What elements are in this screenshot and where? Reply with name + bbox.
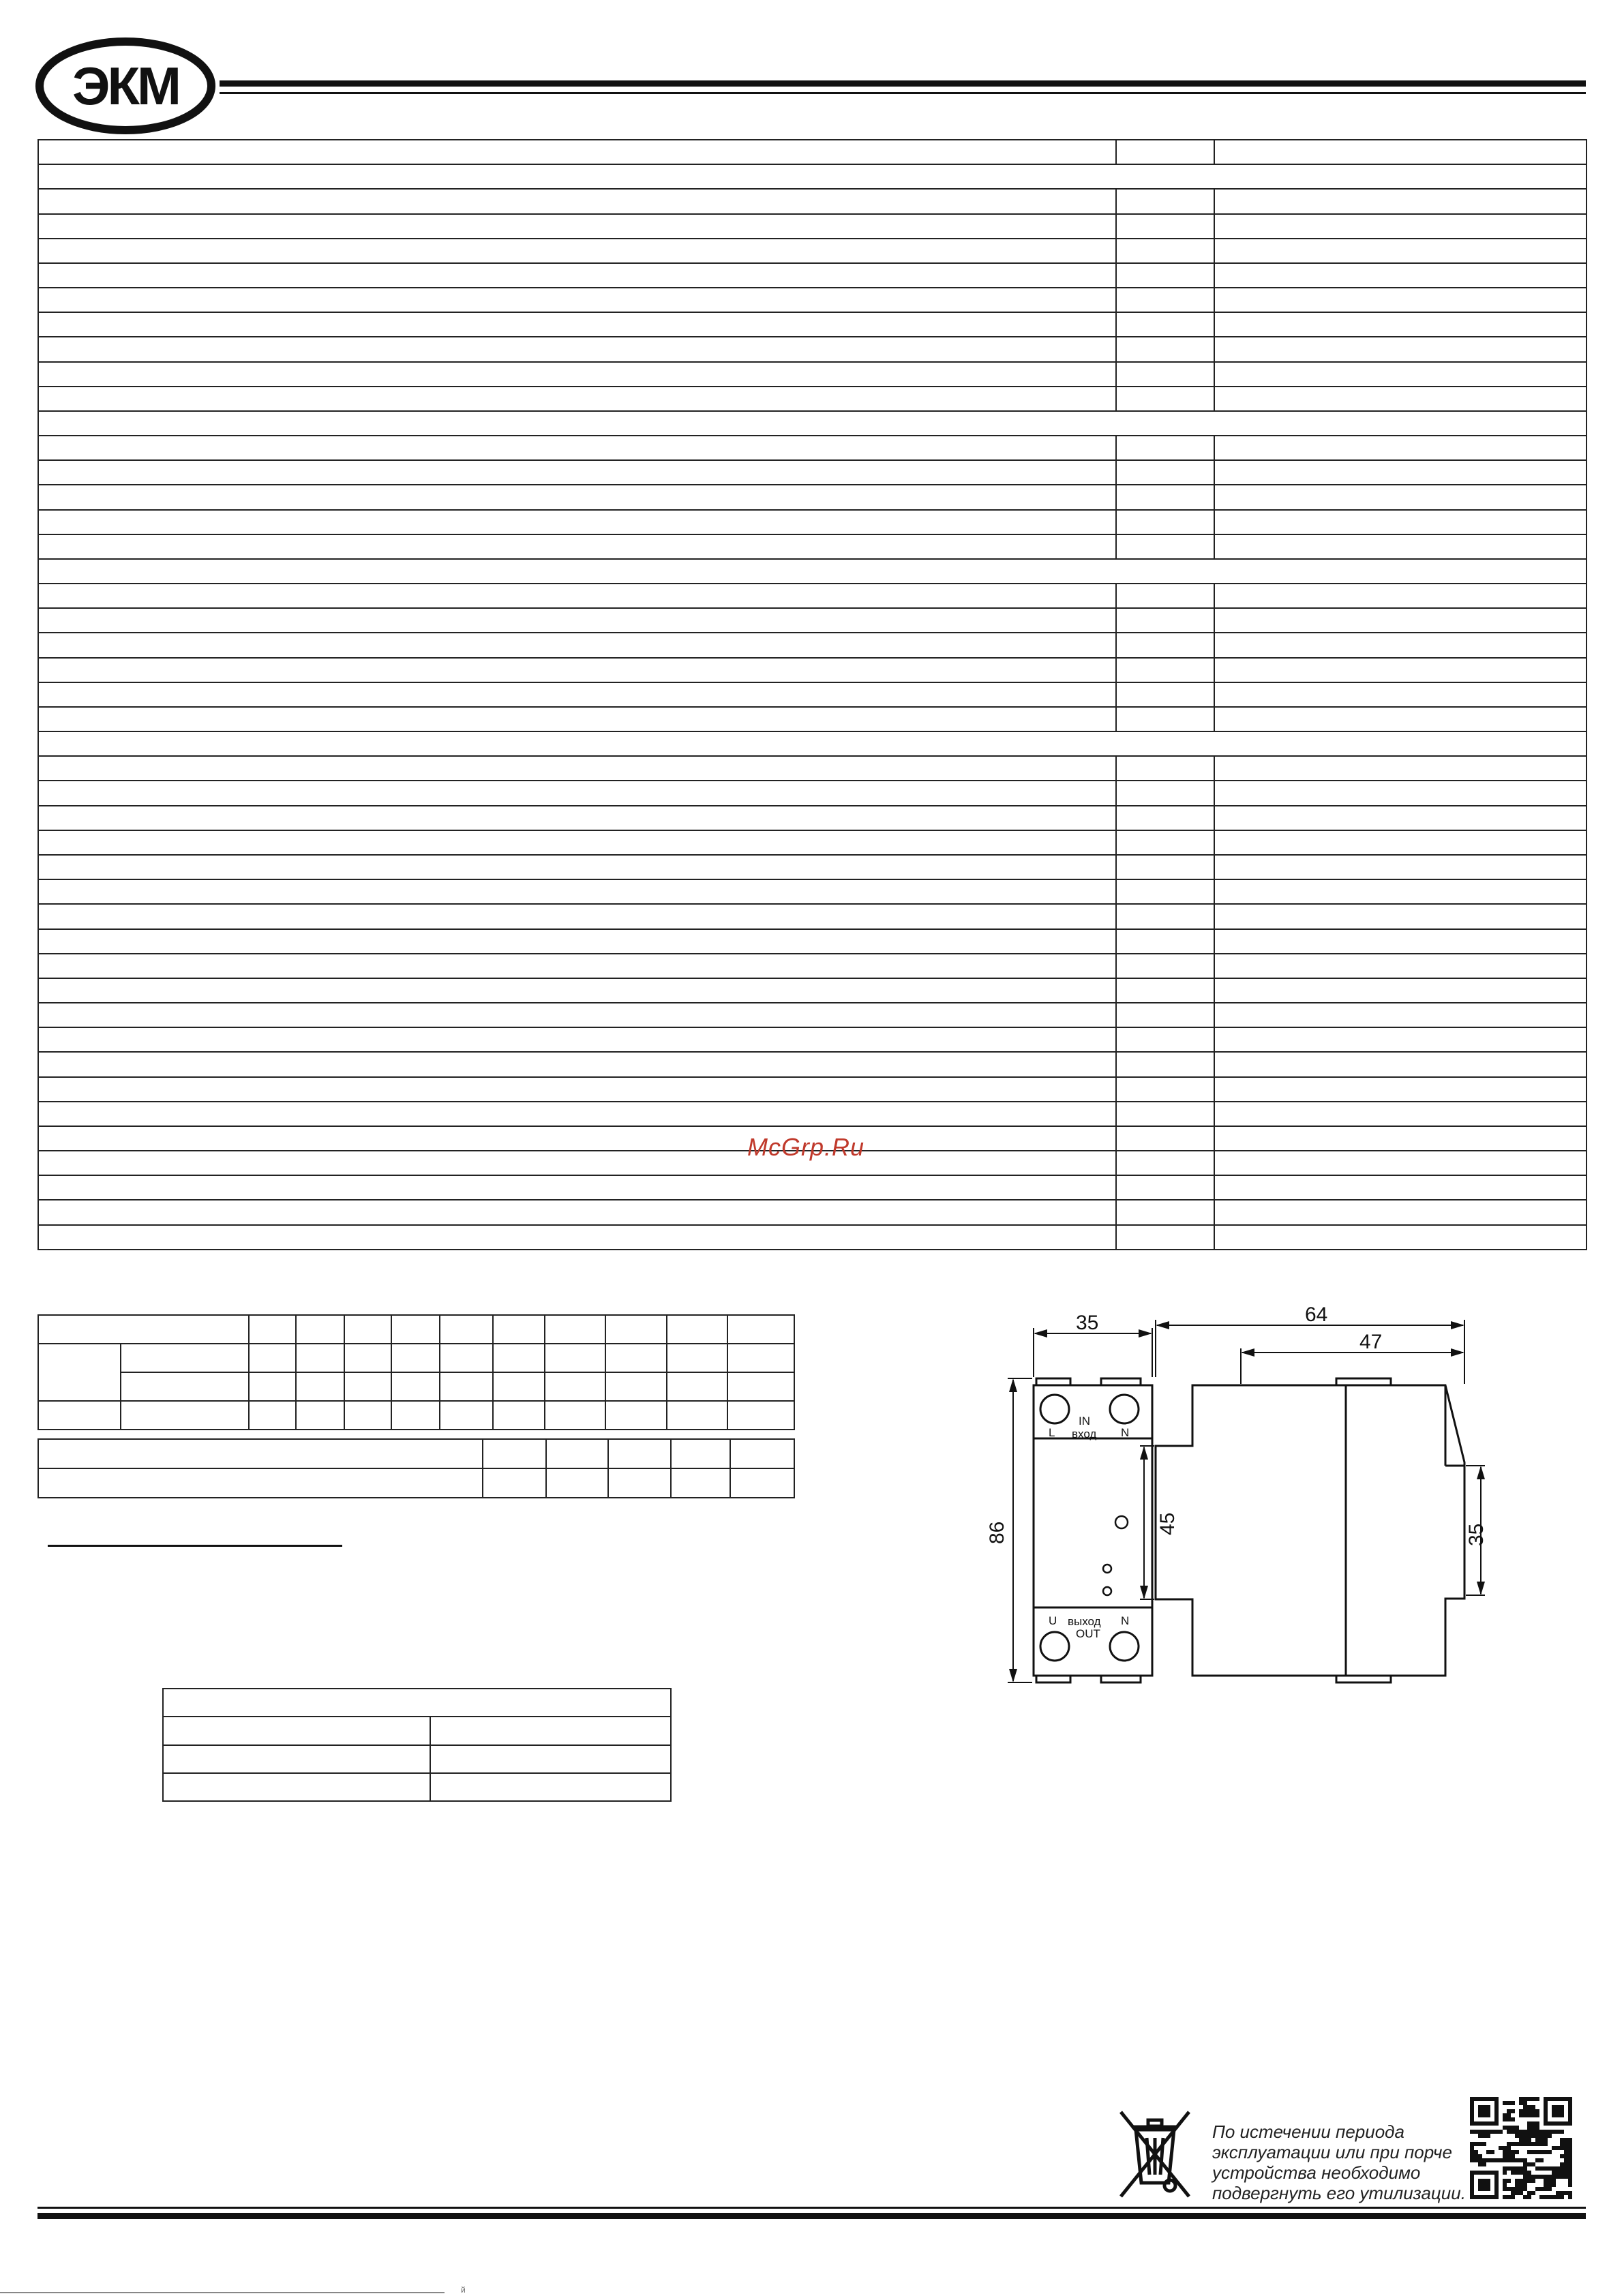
table-row (38, 830, 1587, 855)
table-row (38, 929, 1587, 954)
dim-side-mid: 45 (1156, 1512, 1179, 1535)
dimension-drawing (975, 1302, 1493, 1684)
dim-rail-height: 35 (1465, 1523, 1488, 1546)
table-row (38, 1468, 794, 1498)
table-row (38, 1052, 1587, 1076)
table-row (38, 559, 1587, 584)
terminal-out-ru: выход (1068, 1615, 1101, 1628)
table-row (38, 164, 1587, 189)
dim-side-front: 47 (1359, 1331, 1383, 1353)
table-row (38, 510, 1587, 534)
section-underline (48, 1545, 342, 1547)
qr-code-icon (1470, 2097, 1572, 2199)
crossed-bin-icon (1115, 2106, 1194, 2202)
table-row (163, 1773, 671, 1801)
table-row (38, 756, 1587, 781)
table-row (38, 1027, 1587, 1052)
terminal-l: L (1049, 1426, 1055, 1439)
spec-table (37, 139, 1587, 1250)
table-row (163, 1745, 671, 1773)
logo-text: ЭКМ (72, 55, 179, 116)
table-row (38, 682, 1587, 707)
table-row (38, 534, 1587, 559)
table-row (38, 978, 1587, 1003)
table-row (38, 214, 1587, 239)
table-row (38, 731, 1587, 756)
terminal-out-en: OUT (1076, 1627, 1100, 1640)
small-table-1 (37, 1314, 795, 1430)
recycle-note-line: устройства необходимо (1212, 2162, 1421, 2183)
table-row (38, 460, 1587, 485)
table-row (38, 239, 1587, 263)
bottom-edge-rule (0, 2292, 445, 2293)
table-row (38, 387, 1587, 411)
table-row (38, 1315, 794, 1344)
table-row (38, 584, 1587, 608)
table-row (38, 781, 1587, 805)
table-row (163, 1717, 671, 1744)
dim-front-height: 86 (986, 1521, 1008, 1544)
table-row (38, 263, 1587, 288)
table-row (38, 140, 1587, 164)
terminal-n-bottom: N (1121, 1614, 1130, 1627)
terminal-in-en: IN (1079, 1415, 1090, 1428)
table-row (38, 879, 1587, 904)
recycle-note-line: подвергнуть его утилизации. (1212, 2183, 1466, 2203)
table-row (38, 337, 1587, 361)
recycle-note-line: эксплуатации или при порче (1212, 2142, 1452, 2162)
terminal-in-ru: вход (1072, 1428, 1097, 1440)
table-row (38, 485, 1587, 509)
table-row (38, 855, 1587, 879)
watermark-text: McGrp.Ru (747, 1133, 865, 1161)
terminal-u: U (1049, 1614, 1057, 1627)
table-row (38, 1372, 794, 1401)
table-row (38, 1225, 1587, 1250)
recycle-note (1212, 2121, 1466, 2203)
table-row (38, 1077, 1587, 1102)
table-row (38, 189, 1587, 213)
recycle-note-line: По истечении периода (1212, 2121, 1404, 2142)
table-row (38, 436, 1587, 460)
table-row (38, 633, 1587, 657)
table-row (38, 954, 1587, 978)
footer-rule-thick (37, 2213, 1586, 2219)
dim-side-total: 64 (1305, 1303, 1328, 1326)
table-row (38, 658, 1587, 682)
terminal-n-top: N (1121, 1426, 1130, 1439)
table-row (38, 904, 1587, 928)
table-row (38, 1175, 1587, 1200)
dim-front-width: 35 (1076, 1312, 1099, 1334)
table-row (38, 411, 1587, 436)
ekm-logo-icon (35, 37, 215, 134)
table-row (38, 1344, 794, 1372)
table-row (38, 806, 1587, 830)
table-row (163, 1689, 671, 1717)
small-table-3 (162, 1688, 672, 1802)
header-rule-thick (220, 80, 1586, 87)
table-row (38, 608, 1587, 633)
table-row (38, 362, 1587, 387)
table-row (38, 1102, 1587, 1126)
small-table-2 (37, 1438, 795, 1498)
header-rule-thin (220, 92, 1586, 94)
table-row (38, 1003, 1587, 1027)
table-row (38, 312, 1587, 337)
footer-rule-thin (37, 2207, 1586, 2209)
footer-caption: й (461, 2285, 466, 2295)
table-row (38, 1439, 794, 1468)
table-row (38, 707, 1587, 731)
table-row (38, 1200, 1587, 1224)
table-row (38, 1401, 794, 1430)
table-row (38, 288, 1587, 312)
